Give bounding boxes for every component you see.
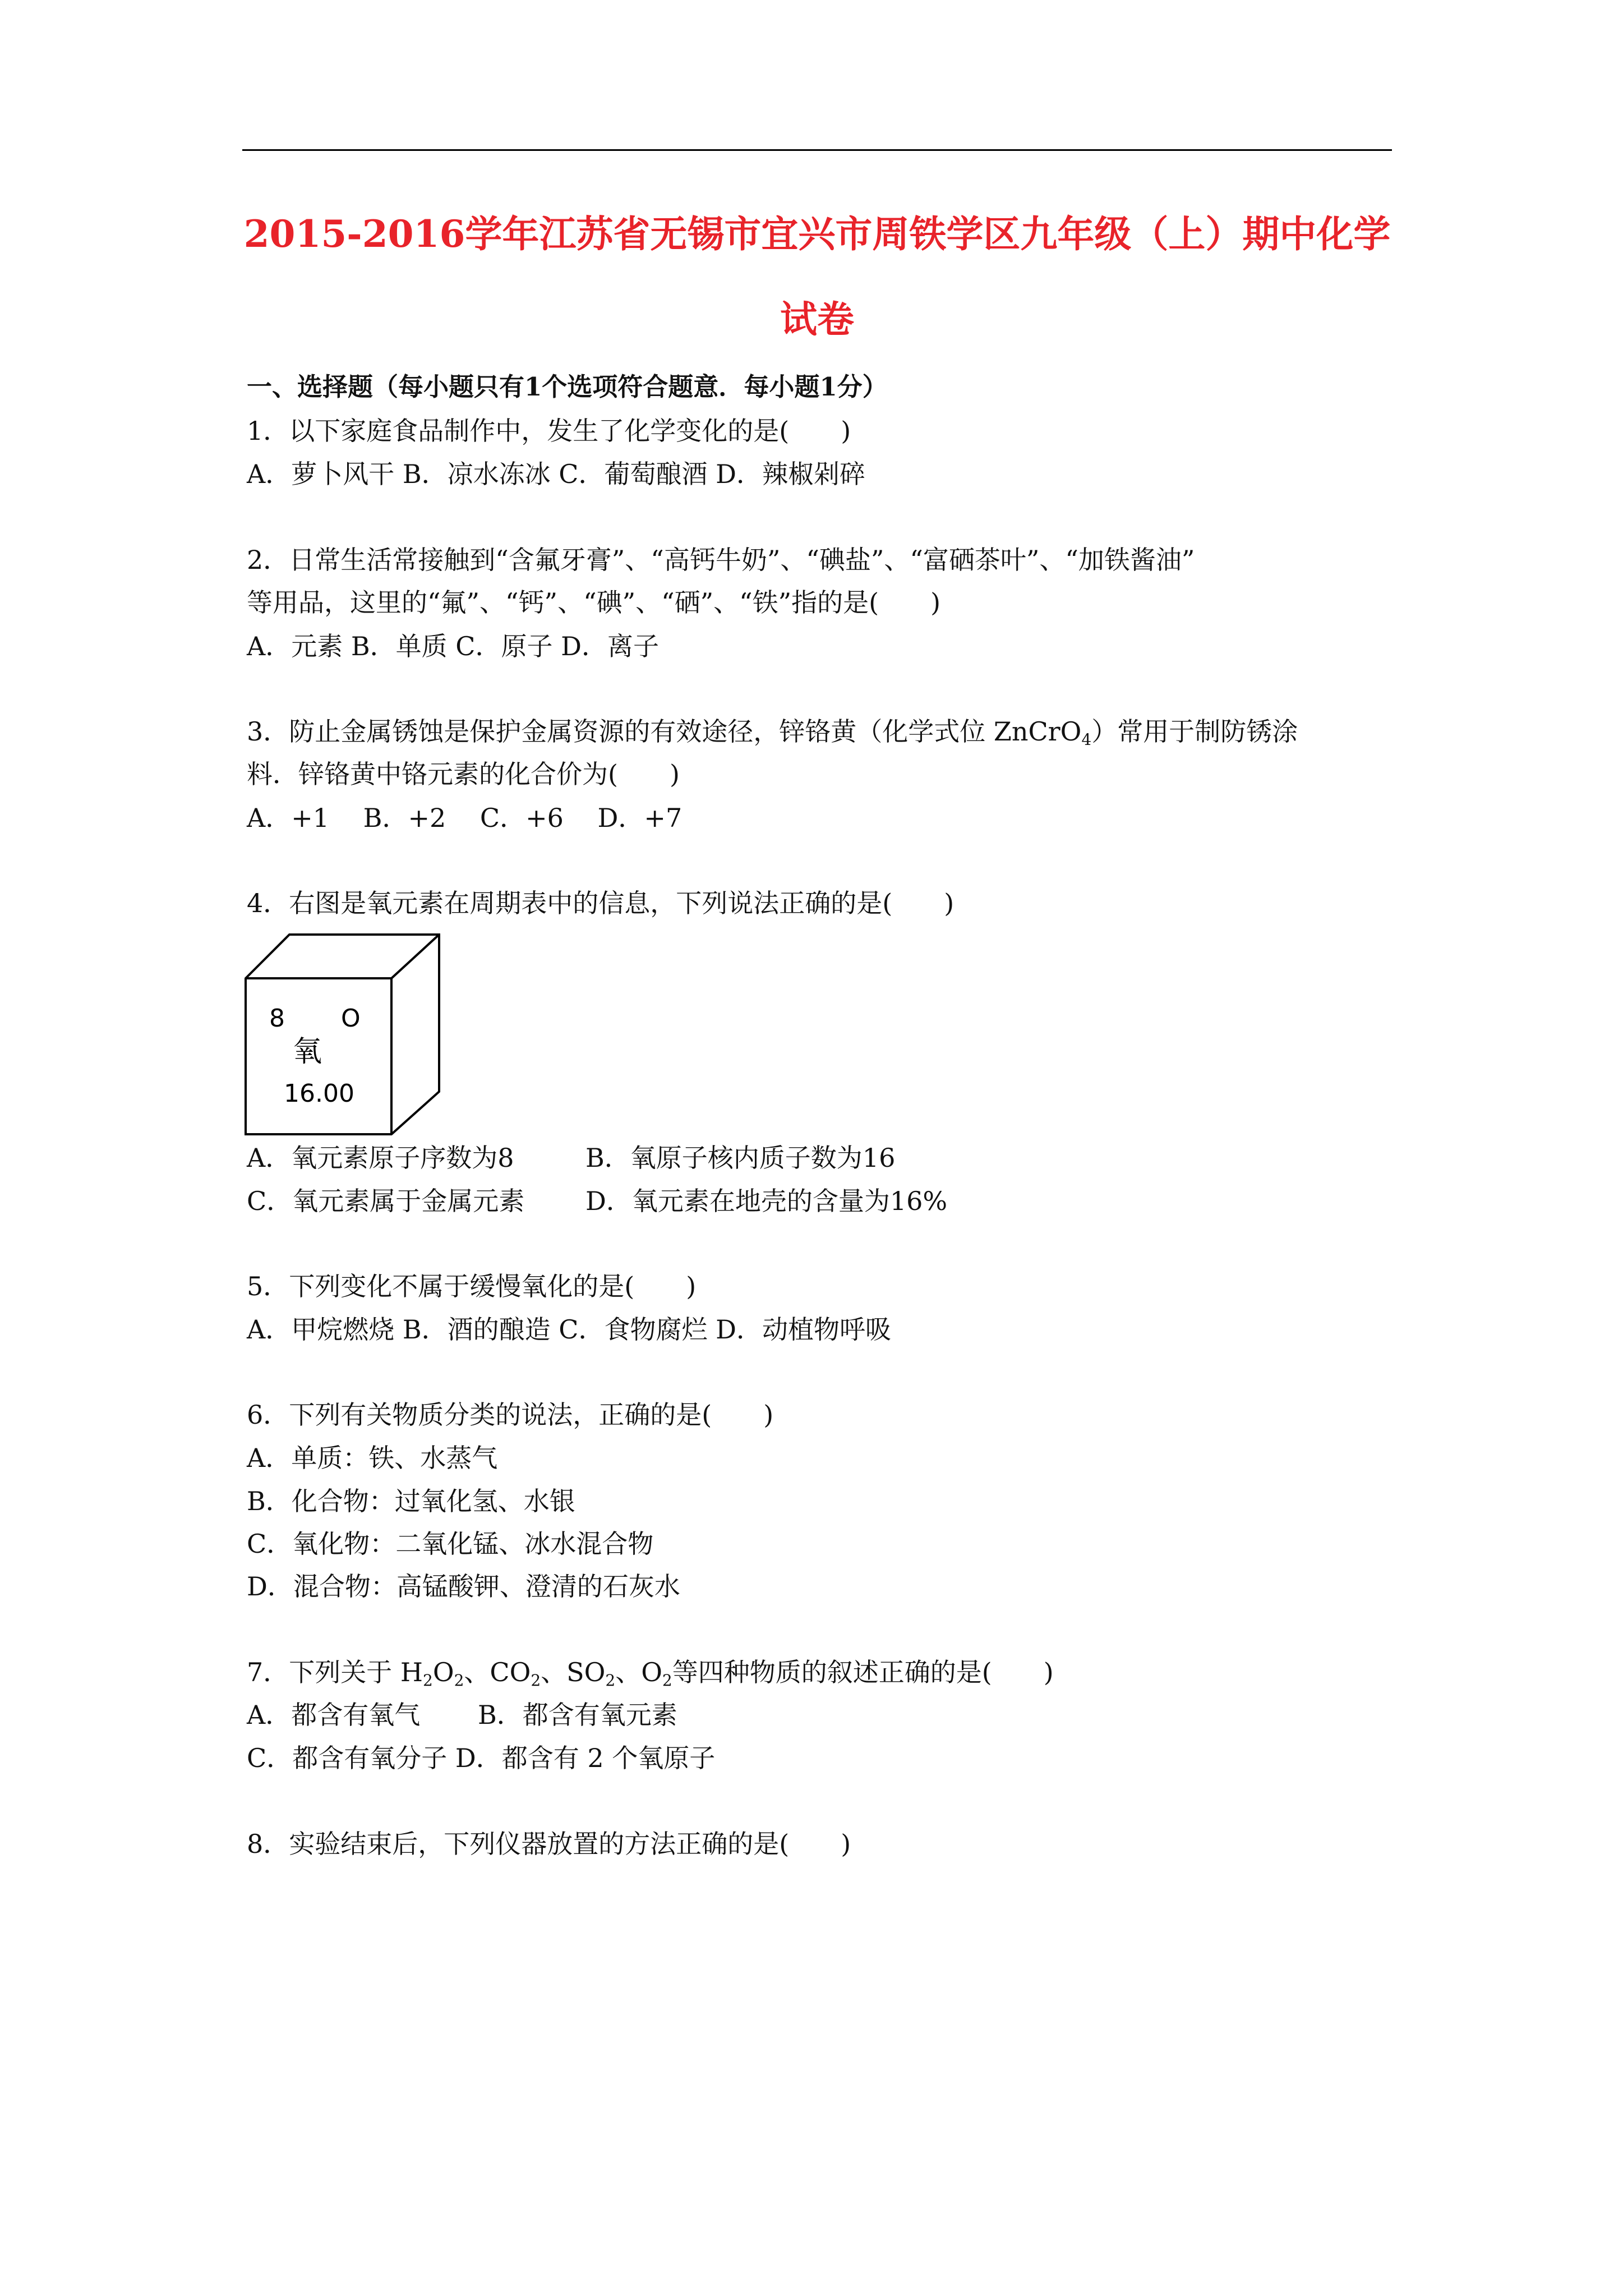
question-6-option-a: A．单质：铁、水蒸气 <box>247 1443 498 1473</box>
question-6-option-d: D．混合物：高锰酸钾、澄清的石灰水 <box>247 1571 680 1602</box>
question-4-options-row1 <box>247 1142 895 1175</box>
question-5-stem: 5．下列变化不属于缓慢氧化的是( ) <box>247 1271 697 1301</box>
question-7-stem <box>247 1657 1054 1689</box>
q7-text-2: O <box>432 1657 454 1687</box>
question-4-options-row2 <box>247 1185 947 1218</box>
question-6-stem: 6．下列有关物质分类的说法，正确的是( ) <box>247 1400 774 1430</box>
question-5-options: A．甲烷燃烧 B．酒的酿造 C．食物腐烂 D．动植物呼吸 <box>247 1314 891 1345</box>
question-7-option-b: B．都含有氧元素 <box>478 1700 677 1730</box>
q7-sub-5: 2 <box>662 1671 672 1690</box>
q7-text-4: 、SO <box>541 1657 606 1687</box>
element-atomic-mass: 16.00 <box>284 1079 354 1108</box>
q7-text-1: 7．下列关于 H <box>247 1657 423 1687</box>
question-1-stem: 1．以下家庭食品制作中，发生了化学变化的是( ) <box>247 416 851 446</box>
question-2-stem-line1: 2．日常生活常接触到“含氟牙膏”、“高钙牛奶”、“碘盐”、“富硒茶叶”、“加铁酱油” <box>247 545 1195 575</box>
element-name: 氧 <box>293 1035 322 1069</box>
element-atomic-number: 8 <box>269 1004 285 1033</box>
page-title-line1: 2015-2016学年江苏省无锡市宜兴市周铁学区九年级（上）期中化学 <box>243 212 1391 256</box>
q7-sub-3: 2 <box>531 1671 541 1690</box>
question-4-option-d: D．氧元素在地壳的含量为16% <box>585 1186 948 1216</box>
question-4-option-a: A．氧元素原子序数为8 <box>247 1143 514 1173</box>
question-3-stem-text-a: 3．防止金属锈蚀是保护金属资源的有效途径，锌铬黄（化学式位 ZnCrO <box>247 716 1082 747</box>
element-card-cube <box>245 933 441 1135</box>
question-7-options-row2: C．都含有氧分子 D．都含有 2 个氧原子 <box>247 1743 716 1773</box>
question-7-option-a: A．都含有氧气 <box>247 1700 421 1730</box>
q7-text-5: 、O <box>615 1657 662 1687</box>
q7-sub-1: 2 <box>423 1671 433 1690</box>
question-6-option-c: C．氧化物：二氧化锰、冰水混合物 <box>247 1529 654 1559</box>
question-4-option-c: C．氧元素属于金属元素 <box>247 1186 525 1216</box>
page-title-line2: 试卷 <box>780 297 854 341</box>
question-2-options: A．元素 B．单质 C．原子 D．离子 <box>247 631 659 661</box>
question-3-stem-line2: 料．锌铬黄中铬元素的化合价为( ) <box>247 759 680 789</box>
question-2-stem-line2: 等用品，这里的“氟”、“钙”、“碘”、“硒”、“铁”指的是( ) <box>247 587 941 618</box>
question-3-options: A．+1 B．+2 C．+6 D．+7 <box>247 803 683 833</box>
question-1-options: A．萝卜风干 B．凉水冻冰 C．葡萄酿酒 D．辣椒剁碎 <box>247 459 865 489</box>
header-rule <box>242 149 1392 151</box>
question-3-stem-line1 <box>247 716 1298 748</box>
question-6-option-b: B．化合物：过氧化氢、水银 <box>247 1486 575 1516</box>
question-8-stem: 8．实验结束后，下列仪器放置的方法正确的是( ) <box>247 1829 851 1859</box>
question-4-option-b: B．氧原子核内质子数为16 <box>585 1143 896 1173</box>
section-heading: 一、选择题（每小题只有1个选项符合题意．每小题1分） <box>247 372 888 402</box>
q7-sub-2: 2 <box>454 1671 464 1690</box>
q7-text-3: 、CO <box>464 1657 531 1687</box>
question-4-stem: 4．右图是氧元素在周期表中的信息，下列说法正确的是( ) <box>247 888 955 918</box>
q7-sub-4: 2 <box>605 1671 616 1690</box>
question-7-options-row1 <box>247 1699 677 1732</box>
question-3-subscript: 4 <box>1081 730 1092 749</box>
element-symbol: O <box>341 1004 361 1033</box>
q7-text-6: 等四种物质的叙述正确的是( ) <box>672 1657 1054 1687</box>
question-3-stem-text-b: ）常用于制防锈涂 <box>1091 716 1298 747</box>
